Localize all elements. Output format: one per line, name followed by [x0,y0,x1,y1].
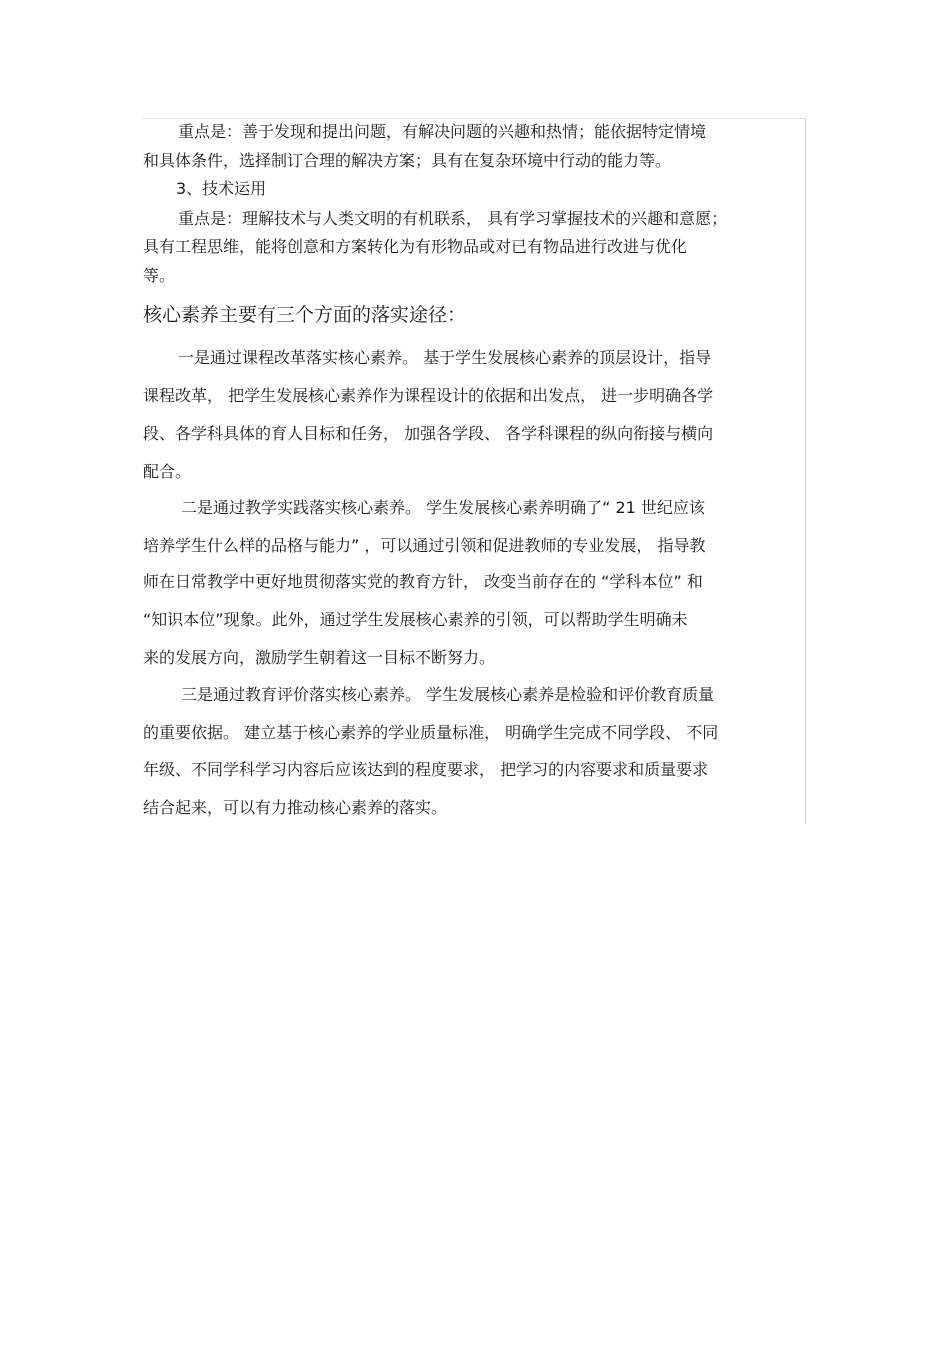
p2-line1: 二是通过教学实践落实核心素养。 学生发展核心素养明确了“ 21 世纪应该 [181,498,705,517]
p2-line4: “知识本位”现象。此外，通过学生发展核心素养的引领，可以帮助学生明确未 [143,610,688,629]
para2-line3: 等。 [143,266,176,285]
p1-line3: 段、各学科具体的育人目标和任务， 加强各学段、 各学科课程的纵向衔接与横向 [143,424,714,443]
para2-line1: 重点是：理解技术与人类文明的有机联系， 具有学习掌握技术的兴趣和意愿； [178,209,728,228]
text-block [143,118,806,824]
para1-line2: 和具体条件，选择制订合理的解决方案；具有在复杂环境中行动的能力等。 [143,151,672,170]
p2-line2: 培养学生什么样的品格与能力” ，可以通过引领和促进教师的专业发展， 指导教 [143,536,706,555]
p3-line3: 年级、不同学科学习内容后应该达到的程度要求， 把学习的内容要求和质量要求 [143,760,709,779]
p2-line5: 来的发展方向，激励学生朝着这一目标不断努力。 [143,648,496,667]
para1-line1: 重点是：善于发现和提出问题，有解决问题的兴趣和热情；能依据特定情境 [178,122,707,141]
p1-line4: 配合。 [143,462,192,481]
p1-line1: 一是通过课程改革落实核心素养。 基于学生发展核心素养的顶层设计，指导 [178,348,712,367]
p1-line2: 课程改革， 把学生发展核心素养作为课程设计的依据和出发点， 进一步明确各学 [143,386,714,405]
p3-line4: 结合起来，可以有力推动核心素养的落实。 [143,798,448,817]
para2-line2: 具有工程思维，能将创意和方案转化为有形物品或对已有物品进行改进与优化 [143,237,688,256]
p3-line2: 的重要依据。 建立基于核心素养的学业质量标准， 明确学生完成不同学段、 不同 [143,723,719,742]
item3-title: 3、技术运用 [176,179,267,198]
p3-line1: 三是通过教育评价落实核心素养。 学生发展核心素养是检验和评价教育质量 [181,685,715,704]
p2-line3: 师在日常教学中更好地贯彻落实党的教育方针， 改变当前存在的 “学科本位” 和 [143,572,703,591]
section-heading: 核心素养主要有三个方面的落实途径： [143,304,467,326]
